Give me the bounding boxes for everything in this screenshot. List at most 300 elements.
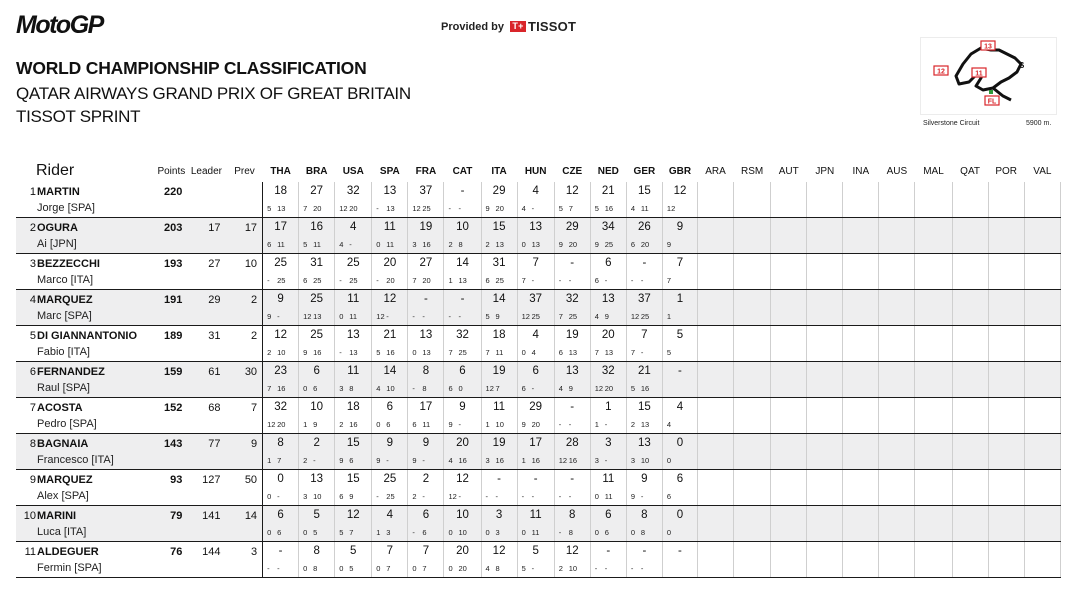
race-points: - bbox=[458, 204, 461, 213]
sprint-points: 5 bbox=[485, 312, 490, 321]
gp-empty-cell bbox=[734, 506, 771, 542]
gp-total-points: 6 bbox=[605, 509, 612, 521]
gp-total-points: 19 bbox=[565, 329, 579, 341]
gp-empty-cell bbox=[915, 434, 952, 470]
gp-points-breakdown bbox=[339, 456, 359, 465]
gp-result-cell bbox=[263, 326, 299, 362]
gp-points-breakdown bbox=[486, 384, 506, 393]
sprint-points: 7 bbox=[303, 204, 308, 213]
sprint-points: 6 bbox=[485, 276, 490, 285]
gp-empty-cell bbox=[698, 254, 734, 290]
rider-cell bbox=[16, 254, 156, 290]
rider-cell bbox=[16, 182, 156, 218]
race-points: 20 bbox=[640, 240, 650, 249]
gp-points-breakdown bbox=[339, 204, 359, 213]
header-gp-bra: BRA bbox=[305, 165, 328, 177]
gp-empty-cell bbox=[771, 398, 807, 434]
gp-total-points: 32 bbox=[565, 293, 579, 305]
gp-result-cell bbox=[590, 362, 626, 398]
prev-gap-cell bbox=[226, 362, 262, 398]
gp-result-cell bbox=[299, 218, 335, 254]
gp-points-breakdown bbox=[267, 456, 287, 465]
race-points: 16 bbox=[495, 456, 504, 465]
gp-total-points: 15 bbox=[637, 401, 651, 413]
sprint-points: 0 bbox=[666, 528, 672, 537]
gp-result-cell bbox=[335, 362, 372, 398]
sprint-points: 5 bbox=[666, 348, 672, 357]
header-gp-ned: NED bbox=[597, 165, 619, 177]
gp-empty-cell bbox=[915, 398, 952, 434]
header-rider: Rider bbox=[36, 162, 75, 179]
race-points: 10 bbox=[386, 384, 395, 393]
gp-total-points: 16 bbox=[310, 221, 324, 233]
gp-total-points: 1 bbox=[676, 293, 684, 305]
gp-empty-cell bbox=[843, 290, 879, 326]
gp-total-points: 32 bbox=[601, 365, 615, 377]
sprint-points: 9 bbox=[339, 456, 344, 465]
sprint-points: 0 bbox=[303, 528, 308, 537]
gp-total-points: 21 bbox=[637, 365, 651, 377]
race-points: - bbox=[277, 312, 280, 321]
sprint-points: 7 bbox=[558, 312, 563, 321]
gp-result-cell bbox=[554, 182, 590, 218]
race-points: 25 bbox=[640, 312, 650, 321]
header-gp-ita: ITA bbox=[491, 165, 507, 177]
sprint-points: 6 bbox=[521, 384, 526, 393]
gp-result-cell bbox=[590, 254, 626, 290]
gp-empty-cell bbox=[843, 326, 879, 362]
gp-total-points: 7 bbox=[532, 257, 539, 269]
gp-points-breakdown bbox=[267, 204, 287, 213]
gp-result-cell bbox=[299, 254, 335, 290]
gp-result-cell bbox=[662, 470, 697, 506]
prev-gap-cell bbox=[226, 506, 262, 542]
sprint-points: 2 bbox=[339, 420, 344, 429]
race-points: - bbox=[458, 492, 461, 501]
gp-empty-cell bbox=[988, 326, 1024, 362]
gp-points-breakdown bbox=[412, 420, 432, 429]
gp-total-points: - bbox=[423, 293, 428, 305]
gp-result-cell bbox=[444, 290, 481, 326]
race-points: - bbox=[531, 564, 535, 573]
race-points: 6 bbox=[313, 384, 318, 393]
gp-points-breakdown bbox=[631, 384, 651, 393]
header-gp-usa: USA bbox=[342, 165, 364, 177]
race-points: - bbox=[604, 420, 608, 429]
points-cell bbox=[156, 218, 186, 254]
race-points: 20 bbox=[495, 204, 504, 213]
gp-points-breakdown bbox=[339, 276, 359, 285]
header-gp-jpn: JPN bbox=[815, 165, 835, 177]
race-points: 25 bbox=[458, 348, 467, 357]
race-points: - bbox=[422, 492, 425, 501]
gp-empty-cell bbox=[879, 254, 915, 290]
gp-points-breakdown bbox=[595, 384, 615, 393]
leader-gap-value: 27 bbox=[208, 258, 221, 270]
race-points: 11 bbox=[604, 492, 613, 501]
gp-points-breakdown bbox=[303, 528, 323, 537]
leader-gap-value: 31 bbox=[208, 330, 221, 342]
gp-empty-cell bbox=[698, 182, 734, 218]
gp-result-cell bbox=[554, 542, 590, 578]
gp-total-points: 32 bbox=[274, 401, 287, 413]
gp-empty-cell bbox=[807, 542, 843, 578]
gp-result-cell bbox=[408, 542, 444, 578]
gp-points-breakdown bbox=[339, 528, 359, 537]
gp-points-breakdown bbox=[412, 492, 432, 501]
race-points: 16 bbox=[349, 420, 358, 429]
gp-result-cell bbox=[299, 398, 335, 434]
race-points: 13 bbox=[313, 312, 322, 321]
gp-total-points: - bbox=[460, 293, 465, 305]
gp-total-points: 19 bbox=[419, 221, 433, 233]
gp-result-cell bbox=[263, 398, 299, 434]
gp-result-cell bbox=[662, 434, 697, 470]
gp-points-breakdown bbox=[303, 564, 323, 573]
rider-cell bbox=[16, 470, 156, 506]
gp-total-points: 12 bbox=[492, 545, 506, 557]
gp-points-breakdown bbox=[486, 420, 506, 429]
gp-result-cell bbox=[626, 470, 662, 506]
rider-name: MARQUEZ bbox=[37, 294, 93, 306]
gp-empty-cell bbox=[915, 470, 952, 506]
gp-empty-cell bbox=[807, 434, 843, 470]
race-points: 16 bbox=[604, 204, 614, 213]
gp-total-points: 9 bbox=[386, 437, 394, 449]
sprint-points: - bbox=[558, 420, 562, 429]
gp-empty-cell bbox=[879, 470, 915, 506]
svg-text:FL: FL bbox=[987, 98, 997, 106]
gp-total-points: 6 bbox=[422, 509, 430, 521]
prev-gap-cell bbox=[226, 218, 262, 254]
gp-points-breakdown bbox=[448, 312, 468, 321]
race-points: 11 bbox=[640, 204, 649, 213]
gp-points-breakdown bbox=[522, 492, 542, 501]
gp-points-breakdown bbox=[339, 420, 359, 429]
gp-total-points: 25 bbox=[310, 329, 324, 341]
sprint-points: - bbox=[376, 204, 379, 213]
gp-result-cell bbox=[626, 326, 662, 362]
gp-points-breakdown bbox=[486, 276, 506, 285]
gp-result-cell bbox=[662, 398, 697, 434]
race-points: 9 bbox=[349, 492, 354, 501]
race-points: 8 bbox=[495, 564, 500, 573]
gp-result-cell bbox=[444, 182, 481, 218]
points-value: 79 bbox=[170, 510, 183, 522]
points-value: 143 bbox=[164, 438, 183, 450]
gp-result-cell bbox=[517, 506, 554, 542]
gp-empty-cell bbox=[698, 218, 734, 254]
gp-total-points: 34 bbox=[601, 221, 615, 233]
gp-total-points: 37 bbox=[529, 293, 543, 305]
gp-points-breakdown bbox=[486, 528, 506, 537]
gp-result-cell bbox=[444, 218, 481, 254]
race-points: 16 bbox=[422, 240, 431, 249]
gp-empty-cell bbox=[1024, 398, 1060, 434]
gp-result-cell bbox=[372, 542, 408, 578]
gp-result-cell bbox=[299, 470, 335, 506]
gp-points-breakdown bbox=[448, 420, 468, 429]
sprint-points: - bbox=[376, 276, 379, 285]
gp-empty-cell bbox=[843, 542, 879, 578]
sprint-points: 9 bbox=[485, 204, 490, 213]
gp-result-cell bbox=[408, 434, 444, 470]
gp-result-cell bbox=[517, 182, 554, 218]
motogp-logo-text: MotoGP bbox=[16, 11, 103, 39]
gp-total-points: 15 bbox=[346, 437, 360, 449]
gp-points-breakdown bbox=[667, 456, 687, 465]
race-points: 8 bbox=[568, 528, 573, 537]
gp-result-cell bbox=[590, 290, 626, 326]
gp-total-points: 10 bbox=[456, 509, 469, 521]
race-points: 20 bbox=[349, 204, 358, 213]
sprint-points: 6 bbox=[412, 420, 417, 429]
gp-result-cell bbox=[408, 254, 444, 290]
gp-result-cell bbox=[263, 362, 299, 398]
rider-name: ALDEGUER bbox=[37, 546, 99, 558]
gp-total-points: 5 bbox=[532, 545, 539, 557]
sprint-points: 6 bbox=[448, 384, 453, 393]
gp-empty-cell bbox=[807, 218, 843, 254]
sprint-points: 4 bbox=[376, 384, 381, 393]
header-gp-cat: CAT bbox=[452, 165, 473, 177]
gp-result-cell bbox=[408, 470, 444, 506]
gp-total-points: 12 bbox=[383, 293, 397, 305]
leader-gap-cell bbox=[186, 506, 226, 542]
sprint-points: 5 bbox=[594, 204, 599, 213]
position: 4 bbox=[29, 294, 36, 306]
gp-empty-cell bbox=[879, 218, 915, 254]
gp-result-cell bbox=[517, 398, 554, 434]
gp-result-cell bbox=[444, 326, 481, 362]
race-points: - bbox=[568, 420, 572, 429]
gp-result-cell bbox=[299, 434, 335, 470]
sprint-points: 3 bbox=[303, 492, 308, 501]
gp-result-cell bbox=[372, 182, 408, 218]
tissot-wordmark: TISSOT bbox=[527, 19, 577, 34]
gp-result-cell bbox=[481, 362, 517, 398]
points-value: 189 bbox=[164, 330, 183, 342]
gp-empty-cell bbox=[843, 362, 879, 398]
gp-empty-cell bbox=[843, 470, 879, 506]
gp-points-breakdown bbox=[412, 240, 432, 249]
gp-total-points: 3 bbox=[495, 509, 503, 521]
gp-result-cell bbox=[444, 470, 481, 506]
race-points: 25 bbox=[531, 312, 540, 321]
gp-result-cell bbox=[590, 182, 626, 218]
gp-total-points: 13 bbox=[419, 329, 433, 341]
gp-result-cell bbox=[299, 362, 335, 398]
header-row bbox=[16, 160, 1061, 182]
gp-total-points: 20 bbox=[456, 437, 469, 449]
gp-empty-cell bbox=[807, 362, 843, 398]
rider-cell bbox=[16, 218, 156, 254]
sprint-points: 1 bbox=[594, 420, 599, 429]
sprint-points: 2 bbox=[558, 564, 563, 573]
gp-empty-cell bbox=[1024, 182, 1060, 218]
gp-result-cell bbox=[626, 542, 662, 578]
sprint-points: 4 bbox=[630, 204, 636, 213]
points-cell bbox=[156, 434, 186, 470]
prev-gap-cell bbox=[226, 182, 262, 218]
gp-result-cell bbox=[263, 254, 299, 290]
gp-points-breakdown bbox=[303, 204, 323, 213]
leader-gap-value: 144 bbox=[202, 546, 221, 558]
gp-points-breakdown bbox=[303, 348, 323, 357]
gp-points-breakdown bbox=[595, 420, 615, 429]
gp-total-points: 6 bbox=[386, 401, 394, 413]
gp-result-cell bbox=[408, 398, 444, 434]
gp-empty-cell bbox=[988, 506, 1024, 542]
prev-gap-value: 9 bbox=[250, 438, 258, 450]
gp-total-points: 12 bbox=[274, 329, 287, 341]
race-points: - bbox=[531, 492, 535, 501]
gp-points-breakdown bbox=[267, 240, 287, 249]
gp-total-points: 2 bbox=[313, 437, 320, 449]
race-points: 8 bbox=[349, 384, 354, 393]
gp-points-breakdown bbox=[376, 312, 396, 321]
gp-total-points: 6 bbox=[313, 365, 320, 377]
gp-points-breakdown bbox=[376, 456, 396, 465]
sprint-points: 12 bbox=[339, 204, 348, 213]
rider-name: MARQUEZ bbox=[37, 474, 93, 486]
gp-points-breakdown bbox=[303, 492, 323, 501]
leader-gap-cell bbox=[186, 434, 226, 470]
sprint-points: 6 bbox=[303, 276, 308, 285]
race-points: 8 bbox=[640, 528, 646, 537]
sprint-points: 3 bbox=[412, 240, 417, 249]
gp-result-cell bbox=[299, 326, 335, 362]
points-cell bbox=[156, 326, 186, 362]
sprint-points: 6 bbox=[558, 348, 563, 357]
sprint-points: 9 bbox=[448, 420, 453, 429]
table-row bbox=[16, 470, 1061, 506]
gp-result-cell bbox=[481, 182, 517, 218]
gp-empty-cell bbox=[952, 326, 988, 362]
gp-result-cell bbox=[517, 542, 554, 578]
gp-result-cell bbox=[554, 470, 590, 506]
gp-result-cell bbox=[263, 542, 299, 578]
sprint-points: 12 bbox=[303, 312, 312, 321]
sprint-points: 2 bbox=[267, 348, 272, 357]
sprint-points: 0 bbox=[339, 312, 344, 321]
gp-result-cell bbox=[517, 362, 554, 398]
sprint-points: 6 bbox=[267, 240, 272, 249]
sprint-points: 12 bbox=[448, 492, 457, 501]
gp-result-cell bbox=[517, 470, 554, 506]
gp-empty-cell bbox=[988, 254, 1024, 290]
gp-points-breakdown bbox=[267, 348, 287, 357]
gp-empty-cell bbox=[734, 254, 771, 290]
race-points: 25 bbox=[568, 312, 578, 321]
gp-total-points: 4 bbox=[676, 401, 684, 413]
race-points: 6 bbox=[386, 420, 391, 429]
race-points: 16 bbox=[640, 384, 650, 393]
sprint-points: 9 bbox=[267, 312, 272, 321]
rider-name: DI GIANNANTONIO bbox=[37, 330, 138, 342]
rider-name: BAGNAIA bbox=[37, 438, 89, 450]
gp-points-breakdown bbox=[376, 348, 396, 357]
gp-total-points: 25 bbox=[274, 257, 287, 269]
sprint-points: 2 bbox=[412, 492, 417, 501]
gp-total-points: 21 bbox=[383, 329, 397, 341]
header-gp-por: POR bbox=[995, 165, 1017, 177]
gp-result-cell bbox=[335, 218, 372, 254]
sprint-points: 1 bbox=[485, 420, 490, 429]
points-value: 193 bbox=[164, 258, 183, 270]
gp-total-points: 20 bbox=[383, 257, 397, 269]
sprint-points: 4 bbox=[339, 240, 344, 249]
gp-total-points: 9 bbox=[277, 293, 284, 305]
gp-points-breakdown bbox=[448, 384, 468, 393]
sprint-points: 1 bbox=[303, 420, 308, 429]
race-points: - bbox=[458, 312, 461, 321]
race-points: 13 bbox=[386, 204, 395, 213]
race-points: 11 bbox=[422, 420, 431, 429]
gp-result-cell bbox=[335, 506, 372, 542]
race-points: - bbox=[568, 492, 572, 501]
race-points: - bbox=[422, 312, 425, 321]
gp-result-cell bbox=[662, 254, 697, 290]
gp-result-cell bbox=[299, 290, 335, 326]
gp-result-cell bbox=[335, 182, 372, 218]
gp-total-points: 31 bbox=[492, 257, 506, 269]
race-points: 25 bbox=[349, 276, 358, 285]
gp-empty-cell bbox=[988, 362, 1024, 398]
race-points: 9 bbox=[568, 384, 573, 393]
sprint-points: 9 bbox=[521, 420, 526, 429]
sprint-points: 4 bbox=[558, 384, 563, 393]
gp-points-breakdown bbox=[448, 348, 468, 357]
rider-cell bbox=[16, 362, 156, 398]
gp-empty-cell bbox=[734, 218, 771, 254]
position: 7 bbox=[29, 402, 36, 414]
gp-total-points: - bbox=[533, 473, 538, 485]
race-points: 16 bbox=[568, 456, 578, 465]
sprint-points: 12 bbox=[412, 204, 421, 213]
gp-total-points: 4 bbox=[532, 185, 539, 197]
gp-points-breakdown bbox=[595, 240, 615, 249]
gp-result-cell bbox=[444, 398, 481, 434]
gp-result-cell bbox=[481, 290, 517, 326]
gp-empty-cell bbox=[988, 470, 1024, 506]
race-points: 3 bbox=[386, 528, 391, 537]
tissot-cross-icon: T+ bbox=[510, 21, 526, 32]
race-points: 25 bbox=[495, 276, 504, 285]
sprint-points: 12 bbox=[376, 312, 385, 321]
gp-empty-cell bbox=[879, 542, 915, 578]
race-points: - bbox=[531, 276, 535, 285]
circuit-length: 5900 m. bbox=[1026, 120, 1052, 127]
leader-gap-value: 29 bbox=[208, 294, 221, 306]
gp-total-points: 20 bbox=[456, 545, 469, 557]
gp-result-cell bbox=[626, 290, 662, 326]
gp-empty-cell bbox=[698, 362, 734, 398]
rider-cell bbox=[16, 290, 156, 326]
gp-empty-cell bbox=[807, 290, 843, 326]
race-points: 5 bbox=[313, 528, 318, 537]
gp-total-points: 11 bbox=[529, 509, 542, 521]
rider-firstname-country: Luca [ITA] bbox=[37, 526, 87, 538]
gp-total-points: 25 bbox=[310, 293, 324, 305]
gp-empty-cell bbox=[879, 182, 915, 218]
race-points: 20 bbox=[458, 564, 467, 573]
sprint-points: - bbox=[412, 384, 415, 393]
gp-empty-cell bbox=[952, 362, 988, 398]
race-points: - bbox=[422, 456, 425, 465]
header-gp-hun: HUN bbox=[524, 165, 547, 177]
gp-total-points: 13 bbox=[346, 329, 360, 341]
